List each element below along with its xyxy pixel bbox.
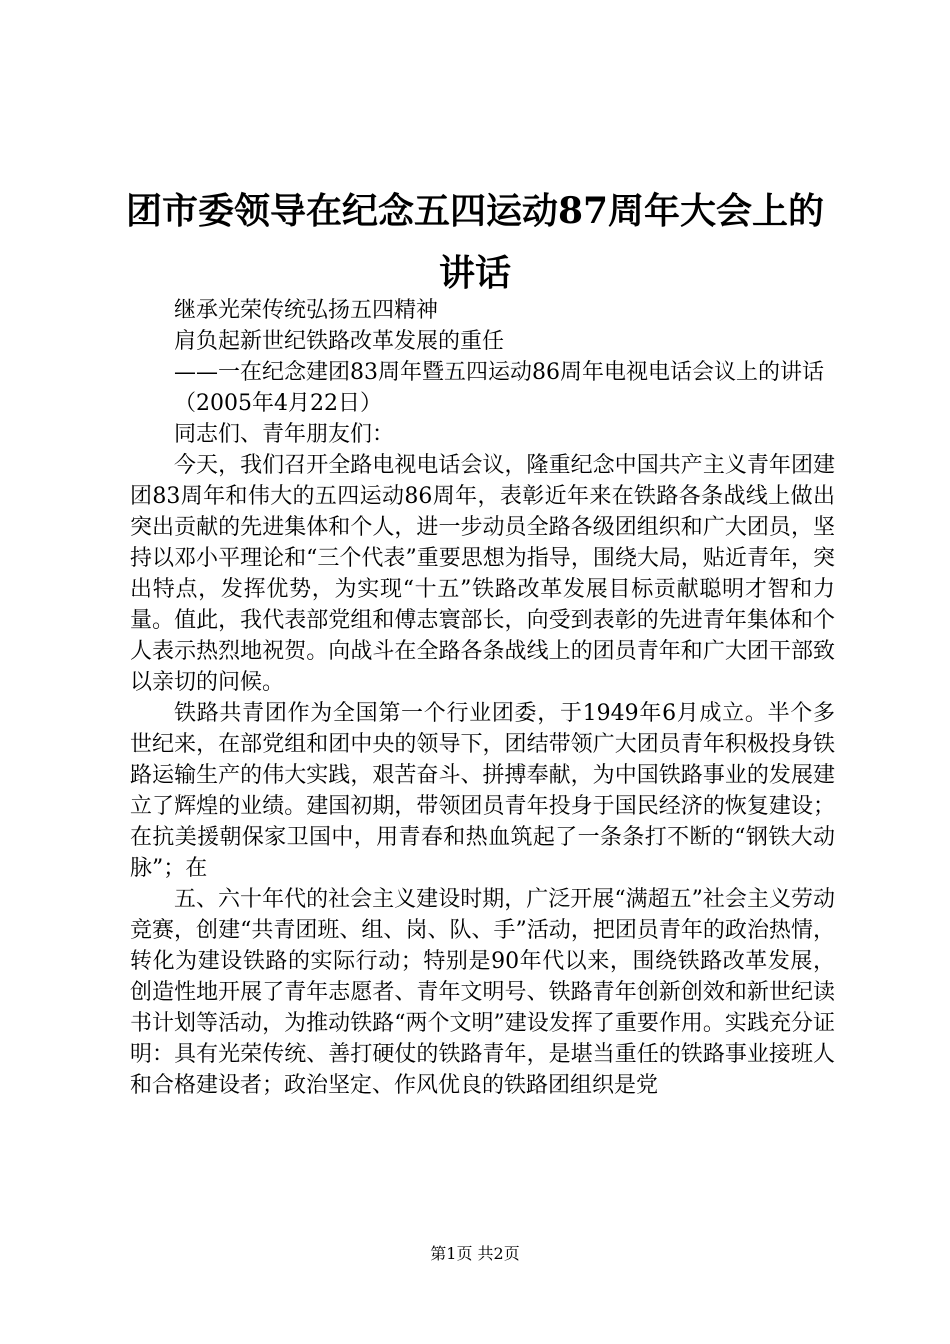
date-line: （2005年4月22日） [174, 391, 382, 416]
page-number-footer: 第1页 共2页 [430, 1244, 520, 1263]
body-paragraph: 今天，我们召开全路电视电话会议，隆重纪念中国共产主义青年团建团83周年和伟大的五四运动86周年，表彰近年来在铁路各条战线上做出突出贡献的先进集体和个人，进一步动员全路各级团组织和广大团员，坚持以邓小平理论和“三个代表”重要思想为指导，围绕大局，贴近青年，突出特点，发挥优势，为实现“十五”铁路改革发展目标贡献聪明才智和力量。值此，我代表部党组和傅志寰部长，向受到表彰的先进青年集体和个人表示热烈地祝贺。向战斗在全路各条战线上的团员青年和广大团干部致以亲切的问候。 [130, 453, 835, 695]
subtitle-line-2: 肩负起新世纪铁路改革发展的重任 [174, 329, 505, 354]
salutation: 同志们、青年朋友们： [174, 422, 395, 447]
document-title-continued: 讲话 [438, 252, 511, 294]
body-paragraph: 铁路共青团作为全国第一个行业团委，于1949年6月成立。半个多世纪来，在部党组和团中央的领导下，团结带领广大团员青年积极投身铁路运输生产的伟大实践，艰苦奋斗、拼搏奉献，为中国铁路事业的发展建立了辉煌的业绩。建国初期，带领团员青年投身于国民经济的恢复建设；在抗美援朝保家卫国中，用青春和热血筑起了一条条打不断的“钢铁大动脉”；在 [130, 701, 835, 881]
document-title: 团市委领导在纪念五四运动87周年大会上的 [125, 190, 825, 232]
document-body [130, 295, 835, 1101]
body-paragraph: 五、六十年代的社会主义建设时期，广泛开展“满超五”社会主义劳动竞赛，创建“共青团班、组、岗、队、手”活动，把团员青年的政治热情，转化为建设铁路的实际行动；特别是90年代以来，围绕铁路改革发展，创造性地开展了青年志愿者、青年文明号、铁路青年创新创效和新世纪读书计划等活动，为推动铁路“两个文明”建设发挥了重要作用。实践充分证明：具有光荣传统、善打硬仗的铁路青年，是堪当重任的铁路事业接班人和合格建设者；政治坚定、作风优良的铁路团组织是党 [130, 887, 835, 1098]
subtitle-line-1: 继承光荣传统弘扬五四精神 [174, 298, 439, 323]
subtitle-line-3: ——一在纪念建团83周年暨五四运动86周年电视电话会议上的讲话 [174, 360, 824, 385]
